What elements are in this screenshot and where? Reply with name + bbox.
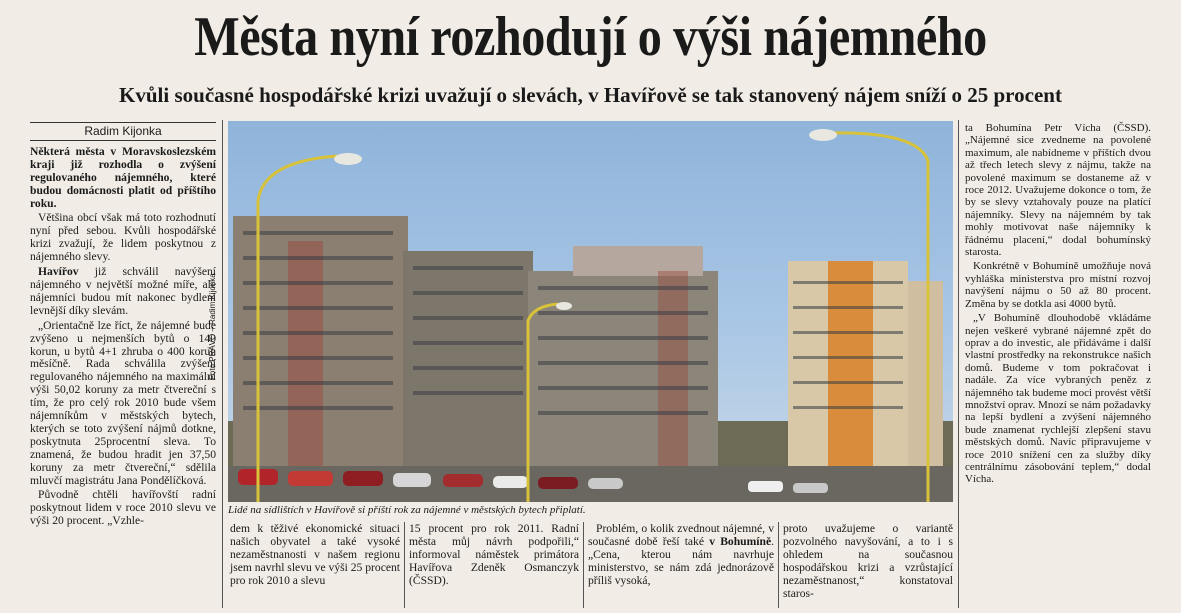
column-6 xyxy=(965,122,1151,488)
paragraph: Většina obcí však má toto rozhodnutí nyní před sebou. Kvůli hospodářské krizi zvažují, že lidem poskytnou z nájemného slevy. xyxy=(30,211,216,264)
byline: Radim Kijonka xyxy=(30,122,216,141)
paragraph: Konkrétně v Bohumíně umožňuje nová vyhláška ministerstva pro místní rozvoj navýšení nájmu o 50 až 80 procent. Změna by se dotkla asi 4000 bytů. xyxy=(965,260,1151,310)
column-rule xyxy=(958,120,959,608)
paragraph xyxy=(588,523,774,588)
column-4 xyxy=(588,523,774,590)
column-rule xyxy=(778,522,779,608)
photo-credit: Foto PRÁVO – Radim Kijonka xyxy=(208,273,217,380)
paragraph: ta Bohumína Petr Vícha (ČSSD). „Nájemné sice zvedneme na povolené maximum, ale nabídneme v příštích dvou až třech letech slevy z nájmu, takže na povolené maximum se dostaneme až v roce 2012. Uvažujeme dokonce o tom, že by se slevy vztahovaly pouze na platící nájemníky. Slevy na nájemném by tak mohly motivovat naše nájemníky k řádnému placení,“ dodal bohumínský starosta. xyxy=(965,122,1151,259)
place-name: Havířov xyxy=(38,265,79,279)
paragraph: „Orientačně lze říct, že nájemné bude zvýšeno u nejmenších bytů o 140 korun, u bytů 4+1 zhruba o 400 korun měsíčně. Rada schválila zvýšení regulovaného nájemného na maximální výši 50,02 koruny za metr čtvereční s tím, že pro celý rok 2010 bude všem nájemníkům v městských bytech, kterých se toto zvýšení nájmů dotkne, poskytnuta 25procentní sleva. To znamená, že budou hradit jen 37,50 koruny za metr čtvereční,“ sdělila mluvčí magistrátu Jana Pondělíčková. xyxy=(30,318,216,487)
lead-paragraph: Některá města v Moravskoslezském kraji již rozhodla o zvýšení regulovaného nájemného, které budou domácnosti platit od příštího roku. xyxy=(30,144,216,210)
photo-caption: Lidé na sídlištích v Havířově si příští rok za nájemné v městských bytech připlatí. xyxy=(228,504,586,516)
column-2 xyxy=(230,523,400,590)
paragraph: „V Bohumíně dlouhodobě vkládáme nejen veškeré vybrané nájemné zpět do oprav a do investic, ale přidáváme i další vlastní prostředky na rekonstrukce našich domů. Budeme v tom pokračovat i nadále. Za více vybraných peněz z nájemného tak budeme moci provést větší množství oprav. Mnozí se nám požadavky na lepší bydlení a zvýšení nájemného bude znamenat rychlejší zlepšení stavu městských domů. Navíc připravujeme v roce 2010 snížení cen za služby díky centrálnímu zásobování teplem,“ dodal Vícha. xyxy=(965,312,1151,486)
paragraph: Původně chtěli havířovští radní poskytnout lidem v roce 2010 slevu ve výši 20 procent. „Vzhle- xyxy=(30,488,216,528)
subheadline: Kvůli současné hospodářské krizi uvažují o slevách, v Havířově se tak stanovený nájem sníží o 25 procent xyxy=(119,83,1062,107)
column-1 xyxy=(30,122,216,530)
paragraph-text: již schválil navýšení nájemného v největší možné míře, ale nájemníci budou mít nakonec bydlení levnější díky slevám. xyxy=(30,265,216,317)
column-rule xyxy=(222,120,223,608)
paragraph: dem k těživé ekonomické situaci našich obyvatel a také vysoké nezaměstnanosti v našem regionu jsem navrhl slevu ve výši 25 procent pro rok 2010 a slevu xyxy=(230,522,401,587)
paragraph xyxy=(30,266,216,318)
paragraph-text: . „Cena, kterou nám navrhuje ministerstvo, se nám zdá jednorázově příliš vysoká, xyxy=(588,534,774,587)
paragraph: 15 procent pro rok 2011. Radní města můj návrh podpořili,“ informoval náměstek primátora Havířova Zdeněk Osmanczyk (ČSSD). xyxy=(409,522,579,587)
photo-housing-estate xyxy=(228,121,953,502)
photo-illustration xyxy=(228,121,953,502)
column-rule xyxy=(583,522,584,608)
place-name: v Bohumíně xyxy=(709,534,772,548)
column-5 xyxy=(783,523,953,602)
column-rule xyxy=(404,522,405,608)
headline: Města nyní rozhodují o výši nájemného xyxy=(194,6,987,68)
column-3 xyxy=(409,523,579,590)
paragraph-text: Problém, o kolik zvednout nájemné, v současné době řeší také xyxy=(588,522,774,548)
paragraph: proto uvažujeme o variantě pozvolného navyšování, a to i s ohledem na současnou hospodářskou krizi a vzrůstající nezaměstnanost,“ konstatoval staros- xyxy=(783,522,953,600)
